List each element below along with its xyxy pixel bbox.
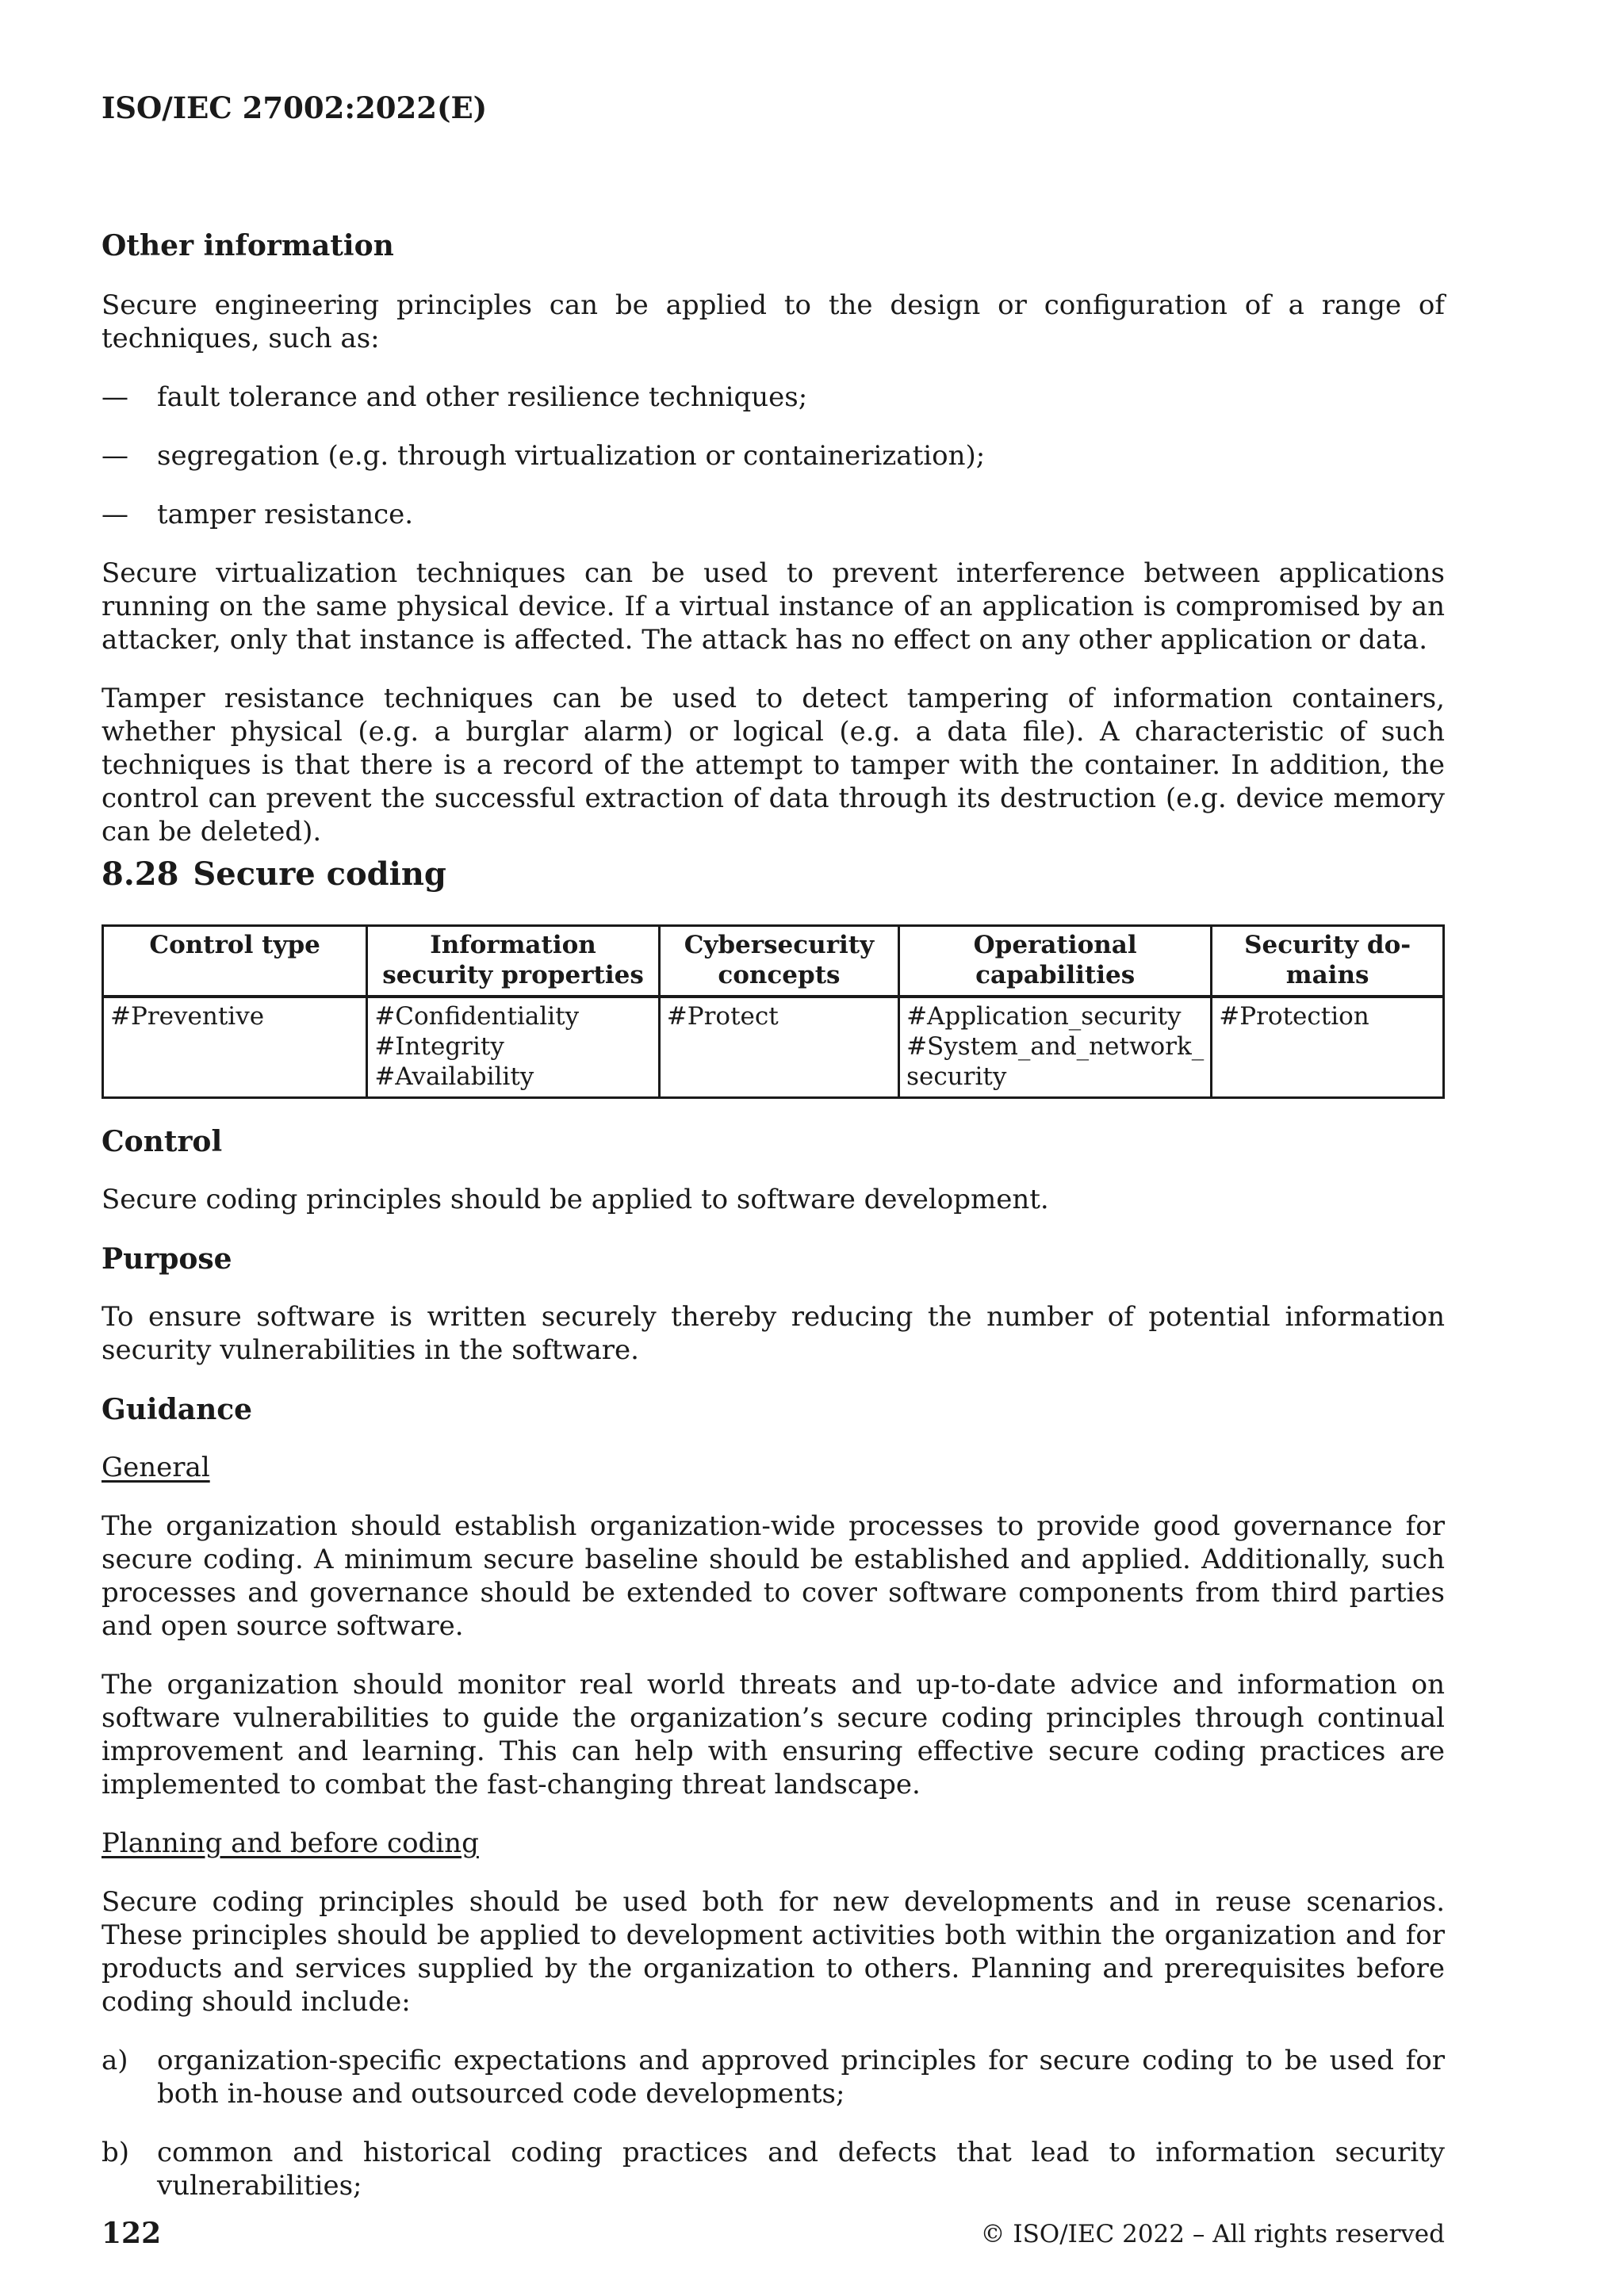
paragraph-virtualization: Secure virtualization techniques can be used to prevent interference between applications running on the same physical device. If a virtual instance of an application is compromised by an attacker, only that instance is affected. The attack has no effect on any other application or data.: [102, 557, 1445, 656]
control-heading: Control: [102, 1125, 223, 1158]
paragraph-tamper: Tamper resistance techniques can be used to detect tampering of information containers, whether physical (e.g. a burglar alarm) or logical (e.g. a data file). A characteristic of such techniques is that there is a record of the attempt to tamper with the container. In addition, the control can prevent the successful extraction of data through its destruction (e.g. device memory can be deleted).: [102, 683, 1445, 848]
document-header: ISO/IEC 27002:2022(E): [102, 90, 488, 125]
planning-subheading: Planning and before coding: [102, 1827, 479, 1859]
control-text: Secure coding principles should be applied to software development.: [102, 1184, 1049, 1215]
list-marker: b): [102, 2137, 130, 2168]
other-information-heading: Other information: [102, 229, 394, 262]
header-cybersecurity-concepts: Cybersecurity concepts: [659, 926, 898, 997]
bullet-text: tamper resistance.: [157, 499, 414, 530]
dash-mark: —: [102, 499, 128, 530]
table-header-row: [103, 926, 1444, 997]
copyright-notice: © ISO/IEC 2022 – All rights reserved: [980, 2220, 1445, 2248]
table-row: [103, 997, 1444, 1098]
list-marker: a): [102, 2045, 128, 2076]
list-text: common and historical coding practices and defects that lead to information security vulnerabilities;: [157, 2137, 1445, 2202]
purpose-text: To ensure software is written securely thereby reducing the number of potential information security vulnerabilities in the software.: [102, 1301, 1445, 1366]
cell-cybersecurity-concepts: #Protect: [659, 997, 898, 1098]
other-information-intro: Secure engineering principles can be applied to the design or configuration of a range of techniques, such as:: [102, 289, 1445, 354]
list-text: organization-specific expectations and approved principles for secure coding to be used for both in-house and outsourced code developments;: [157, 2045, 1445, 2110]
bullet-text: fault tolerance and other resilience techniques;: [157, 381, 808, 413]
section-number: 8.28: [102, 855, 179, 893]
purpose-heading: Purpose: [102, 1242, 232, 1276]
dash-mark: —: [102, 440, 128, 472]
general-paragraph-2: The organization should monitor real world threats and up-to-date advice and information on software vulnerabilities to guide the organization’s secure coding principles through continual improvement and learning. This can help with ensuring effective secure coding practices are implemented to combat the fast-changing threat landscape.: [102, 1669, 1445, 1800]
attributes-table: [102, 924, 1445, 1099]
planning-paragraph: Secure coding principles should be used both for new developments and in reuse scenarios. These principles should be applied to development activities both within the organization and for products and services supplied by the organization to others. Planning and prerequisites before coding should include:: [102, 1886, 1445, 2018]
general-subheading: General: [102, 1452, 210, 1483]
header-security-domains: Security do- mains: [1212, 926, 1444, 997]
section-title: [102, 855, 446, 894]
bullet-text: segregation (e.g. through virtualization or containerization);: [157, 440, 986, 472]
header-operational-capabilities: Operational capabilities: [899, 926, 1212, 997]
header-security-properties: Information security properties: [367, 926, 659, 997]
page-number: 122: [102, 2217, 162, 2250]
cell-operational-capabilities: #Application_security #System_and_network_ security: [899, 997, 1212, 1098]
general-paragraph-1: The organization should establish organization-wide processes to provide good governance for secure coding. A minimum secure baseline should be established and applied. Additionally, such processes and governance should be extended to cover software components from third parties and open source software.: [102, 1510, 1445, 1642]
section-name: Secure coding: [193, 855, 446, 893]
guidance-heading: Guidance: [102, 1393, 253, 1426]
header-control-type: Control type: [103, 926, 367, 997]
cell-security-domains: #Protection: [1212, 997, 1444, 1098]
cell-security-properties: #Confidentiality #Integrity #Availability: [367, 997, 659, 1098]
cell-control-type: #Preventive: [103, 997, 367, 1098]
dash-mark: —: [102, 381, 128, 413]
